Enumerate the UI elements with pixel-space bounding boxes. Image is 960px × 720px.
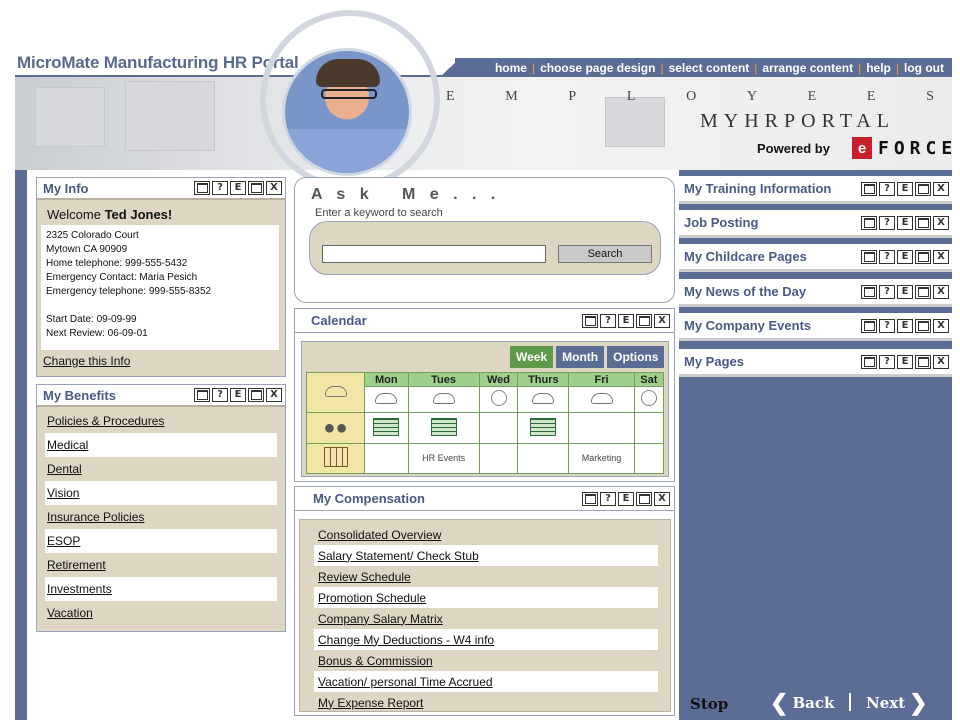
address-line: Mytown CA 90909	[46, 244, 128, 255]
right-widget-news	[679, 279, 952, 307]
close-icon[interactable]: X	[266, 181, 282, 195]
close-icon[interactable]: X	[933, 216, 949, 230]
comp-link-salary-statement[interactable]: Salary Statement/ Check Stub	[314, 545, 658, 566]
close-icon[interactable]: X	[266, 388, 282, 402]
widget-title[interactable]: My Pages	[684, 354, 744, 369]
help-icon[interactable]: ?	[600, 492, 616, 506]
comp-link-promotion-schedule[interactable]: Promotion Schedule	[314, 587, 658, 608]
minimize-icon[interactable]	[915, 285, 931, 299]
widget-header	[37, 178, 285, 200]
help-icon[interactable]: ?	[212, 181, 228, 195]
comp-link-salary-matrix[interactable]: Company Salary Matrix	[318, 611, 443, 626]
emergency-contact: Emergency Contact: Maria Pesich	[46, 272, 198, 283]
maximize-icon[interactable]	[861, 216, 877, 230]
widget-title: My Info	[43, 180, 89, 196]
comp-link-expense-report[interactable]: My Expense Report	[318, 695, 424, 710]
minimize-icon[interactable]	[636, 492, 652, 506]
calendar-widget	[294, 308, 675, 482]
ask-me-title: A s k M e . . .	[311, 186, 501, 203]
event-cell[interactable]	[634, 443, 663, 473]
back-label: Back	[792, 694, 835, 712]
nav-select-content-link[interactable]: select content	[668, 60, 750, 75]
close-icon[interactable]: X	[933, 285, 949, 299]
eforce-logo-text: FORCE	[878, 137, 958, 159]
events-grid-icon	[307, 443, 365, 473]
compensation-list	[299, 519, 671, 712]
tab-month[interactable]: Month	[556, 346, 604, 368]
maximize-icon[interactable]	[194, 181, 210, 195]
minimize-icon[interactable]	[915, 182, 931, 196]
help-icon[interactable]: ?	[879, 319, 895, 333]
widget-controls	[582, 492, 670, 506]
minimize-icon[interactable]	[248, 181, 264, 195]
help-icon[interactable]: ?	[879, 216, 895, 230]
maximize-icon[interactable]	[861, 182, 877, 196]
next-review: Next Review: 06-09-01	[46, 328, 148, 339]
spacer-line	[46, 299, 274, 313]
maximize-icon[interactable]	[861, 285, 877, 299]
widget-title[interactable]: My Training Information	[684, 181, 832, 196]
help-icon[interactable]: ?	[879, 182, 895, 196]
eforce-logo-mark: e	[852, 137, 872, 159]
search-input[interactable]	[322, 245, 546, 263]
maximize-icon[interactable]	[861, 250, 877, 264]
event-cell[interactable]	[365, 443, 409, 473]
widget-controls	[861, 355, 949, 369]
emergency-telephone: Emergency telephone: 999-555-8352	[46, 286, 212, 297]
nav-separator: |	[858, 60, 862, 75]
benefit-link-retirement[interactable]: Retirement	[47, 558, 106, 572]
start-date: Start Date: 09-09-99	[46, 314, 137, 325]
benefit-link-medical[interactable]: Medical	[45, 433, 277, 457]
minimize-icon[interactable]	[248, 388, 264, 402]
my-compensation-widget	[294, 486, 675, 716]
widget-title[interactable]: My Childcare Pages	[684, 249, 807, 264]
edit-icon[interactable]: E	[897, 182, 913, 196]
nav-choose-page-design-link[interactable]: choose page design	[540, 60, 656, 75]
partly-cloudy-icon	[365, 387, 409, 413]
widget-header	[295, 309, 674, 333]
benefit-link-policies[interactable]: Policies & Procedures	[47, 414, 165, 428]
help-icon[interactable]: ?	[600, 314, 616, 328]
next-button[interactable]	[866, 692, 928, 714]
schedule-icon[interactable]	[365, 413, 409, 443]
day-header: Thurs	[518, 373, 569, 387]
help-icon[interactable]: ?	[212, 388, 228, 402]
employee-photo	[282, 48, 412, 176]
day-header: Fri	[569, 373, 634, 387]
minimize-icon[interactable]	[636, 314, 652, 328]
day-header: Tues	[408, 373, 479, 387]
powered-by-label: Powered by	[757, 141, 830, 156]
edit-icon[interactable]: E	[230, 388, 246, 402]
calendar-grid	[306, 372, 664, 474]
cloudy-icon	[408, 387, 479, 413]
benefit-link-dental[interactable]: Dental	[47, 462, 82, 476]
benefit-link-insurance[interactable]: Insurance Policies	[47, 510, 145, 524]
widget-controls	[194, 388, 282, 402]
home-telephone: Home telephone: 999-555-5432	[46, 258, 188, 269]
widget-header	[295, 487, 674, 511]
comp-link-bonus-commission[interactable]: Bonus & Commission	[318, 653, 433, 668]
search-button[interactable]: Search	[558, 245, 652, 263]
right-widget-my-pages	[679, 349, 952, 377]
nav-divider	[849, 693, 851, 711]
benefits-list	[37, 407, 285, 625]
search-panel	[309, 221, 661, 275]
close-icon[interactable]: X	[933, 355, 949, 369]
widget-controls	[861, 182, 949, 196]
my-benefits-widget	[36, 384, 286, 632]
edit-icon[interactable]: E	[618, 314, 634, 328]
nav-help-link[interactable]: help	[866, 60, 891, 75]
edit-icon[interactable]: E	[618, 492, 634, 506]
widget-title[interactable]: My Company Events	[684, 318, 812, 333]
calendar-cell[interactable]	[569, 413, 634, 443]
widget-controls	[861, 216, 949, 230]
comp-link-review-schedule[interactable]: Review Schedule	[318, 569, 411, 584]
partly-cloudy-icon	[518, 387, 569, 413]
my-info-details	[41, 204, 279, 350]
edit-icon[interactable]: E	[897, 250, 913, 264]
widget-controls	[194, 181, 282, 195]
nav-arrange-content-link[interactable]: arrange content	[762, 60, 854, 75]
welcome-message: Welcome Ted Jones!	[41, 204, 279, 225]
nav-separator: |	[531, 60, 536, 75]
event-cell[interactable]: Marketing	[569, 443, 634, 473]
maximize-icon[interactable]	[582, 492, 598, 506]
schedule-icon[interactable]	[408, 413, 479, 443]
edit-icon[interactable]: E	[897, 216, 913, 230]
back-button[interactable]	[770, 692, 834, 714]
myhr-portal-wordmark: MYHRPORTAL	[700, 110, 895, 132]
benefit-link-vision[interactable]: Vision	[45, 481, 277, 505]
tab-week[interactable]: Week	[510, 346, 553, 368]
event-cell[interactable]: HR Events	[408, 443, 479, 473]
close-icon[interactable]: X	[933, 319, 949, 333]
event-cell[interactable]	[479, 443, 518, 473]
comp-link-change-deductions[interactable]: Change My Deductions - W4 info	[314, 629, 658, 650]
comp-link-consolidated-overview[interactable]: Consolidated Overview	[318, 527, 442, 542]
benefit-link-vacation[interactable]: Vacation	[47, 606, 93, 620]
rainy-icon	[569, 387, 634, 413]
change-info-link[interactable]: Change this Info	[43, 354, 131, 368]
stop-button[interactable]: Stop	[690, 695, 729, 713]
employees-wordmark: E M P L O Y E E S	[446, 89, 936, 104]
edit-icon[interactable]: E	[897, 319, 913, 333]
portal-title: MicroMate Manufacturing HR Portal	[17, 53, 299, 72]
tab-options[interactable]: Options	[607, 346, 664, 368]
help-icon[interactable]: ?	[879, 250, 895, 264]
close-icon[interactable]: X	[933, 250, 949, 264]
widget-title[interactable]: Job Posting	[684, 215, 759, 230]
eforce-logo	[852, 137, 957, 159]
address-line: 2325 Colorado Court	[46, 230, 139, 241]
benefit-link-investments[interactable]: Investments	[45, 577, 277, 601]
chevron-right-icon: ❯	[909, 690, 928, 716]
ask-me-widget	[294, 177, 675, 303]
calendar-cell[interactable]	[479, 413, 518, 443]
people-icon: ●●	[307, 413, 365, 443]
widget-controls	[861, 250, 949, 264]
maximize-icon[interactable]	[861, 355, 877, 369]
event-cell[interactable]	[518, 443, 569, 473]
close-icon[interactable]: X	[933, 182, 949, 196]
benefit-link-esop[interactable]: ESOP	[45, 529, 277, 553]
minimize-icon[interactable]	[915, 319, 931, 333]
right-widget-job-posting	[679, 210, 952, 238]
maximize-icon[interactable]	[582, 314, 598, 328]
help-icon[interactable]: ?	[879, 355, 895, 369]
edit-icon[interactable]: E	[230, 181, 246, 195]
day-header: Sat	[634, 373, 663, 387]
nav-separator: |	[754, 60, 758, 75]
minimize-icon[interactable]	[915, 355, 931, 369]
right-widget-company-events	[679, 313, 952, 341]
comp-link-vacation-time[interactable]: Vacation/ personal Time Accrued	[314, 671, 658, 692]
day-header: Mon	[365, 373, 409, 387]
sunny-icon	[634, 387, 663, 413]
user-name: Ted Jones!	[104, 207, 173, 222]
nav-separator: |	[660, 60, 664, 75]
next-label: Next	[866, 694, 906, 712]
widget-header	[37, 385, 285, 407]
calendar-view-tabs	[510, 346, 664, 368]
widget-title: My Benefits	[43, 387, 116, 403]
right-widget-training	[679, 176, 952, 204]
my-info-widget	[36, 177, 286, 377]
day-header: Wed	[479, 373, 518, 387]
nav-separator: |	[895, 60, 900, 75]
edit-icon[interactable]: E	[897, 355, 913, 369]
widget-controls	[861, 285, 949, 299]
schedule-icon[interactable]	[518, 413, 569, 443]
calendar-cell[interactable]	[634, 413, 663, 443]
edit-icon[interactable]: E	[897, 285, 913, 299]
maximize-icon[interactable]	[861, 319, 877, 333]
right-widget-childcare	[679, 244, 952, 272]
close-icon[interactable]: X	[654, 314, 670, 328]
nav-log-out-link[interactable]: log out	[904, 60, 944, 75]
chevron-left-icon: ❮	[770, 690, 789, 716]
nav-home-link[interactable]: home	[494, 60, 527, 75]
widget-title[interactable]: My News of the Day	[684, 284, 807, 299]
ask-me-subtitle: Enter a keyword to search	[315, 207, 443, 219]
widget-controls	[861, 319, 949, 333]
weather-icon	[307, 373, 365, 413]
maximize-icon[interactable]	[194, 388, 210, 402]
left-accent-stripe	[15, 170, 27, 720]
calendar-body	[301, 341, 669, 477]
widget-title: Calendar	[311, 313, 367, 328]
minimize-icon[interactable]	[915, 250, 931, 264]
widget-controls	[582, 314, 670, 328]
sunny-icon	[479, 387, 518, 413]
help-icon[interactable]: ?	[879, 285, 895, 299]
minimize-icon[interactable]	[915, 216, 931, 230]
widget-title: My Compensation	[313, 491, 425, 506]
close-icon[interactable]: X	[654, 492, 670, 506]
